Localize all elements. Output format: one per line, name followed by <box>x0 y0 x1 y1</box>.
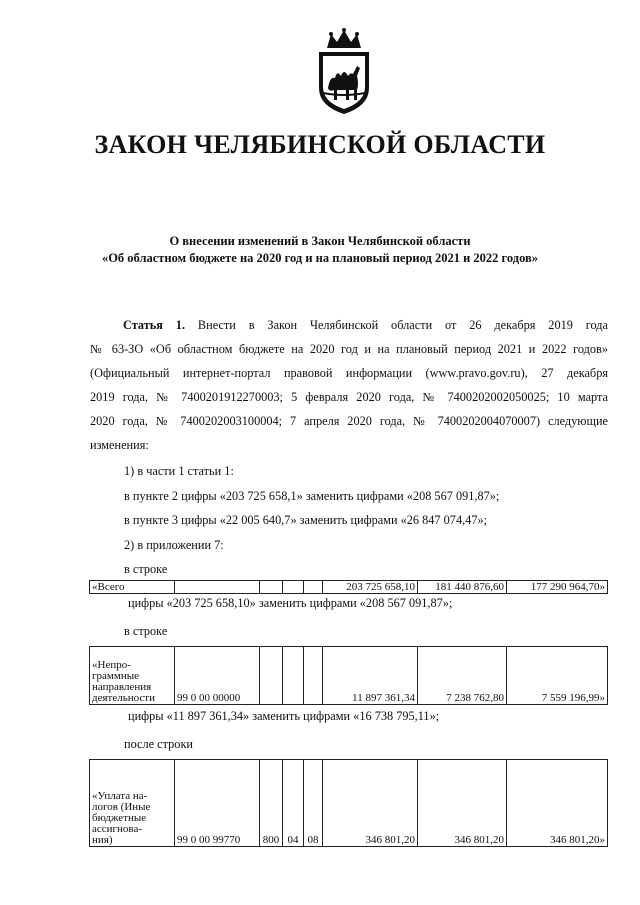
cell-value-2020: 203 725 658,10 <box>323 581 418 594</box>
table-tax <box>89 759 608 847</box>
cell-subsection: 08 <box>304 760 323 847</box>
cell-value-2021: 181 440 876,60 <box>418 581 507 594</box>
article-label: Статья 1. <box>123 318 186 332</box>
cell-value-2020: 11 897 361,34 <box>323 647 418 705</box>
table-row <box>90 647 608 705</box>
after-program-text: цифры «11 897 361,34» заменить цифрами «16 738 795,11»; <box>128 709 440 723</box>
after-row-text: после строки <box>124 737 193 751</box>
cell-value-2021: 7 238 762,80 <box>418 647 507 705</box>
cell-label: «Уплата на- логов (Иные бюджетные ассигнова- ния) <box>90 760 175 847</box>
article-line-6: изменения: <box>90 438 149 452</box>
cell-value-2022: 177 290 964,70» <box>507 581 608 594</box>
article-line-3: (Официальный интернет-портал правовой информации (www.pravo.gov.ru), 27 декабря <box>90 366 608 380</box>
law-title: ЗАКОН ЧЕЛЯБИНСКОЙ ОБЛАСТИ <box>94 130 546 159</box>
cell-value-2021: 346 801,20 <box>418 760 507 847</box>
table-total <box>89 580 608 594</box>
cell-code: 99 0 00 00000 <box>175 647 260 705</box>
cell-value-2022: 7 559 196,99» <box>507 647 608 705</box>
article-line-2: № 63-ЗО «Об областном бюджете на 2020 год и на плановый период 2021 и 2022 годов» <box>90 342 608 356</box>
cell-expense-type: 800 <box>260 760 283 847</box>
item-in-row: в строке <box>124 562 168 576</box>
cell-label: «Непро- граммные направления деятельности <box>90 647 175 705</box>
article-line-5: 2020 года, № 7400202003100004; 7 апреля 2020 года, № 7400202004070007) следующие <box>90 414 608 428</box>
after-total-text: цифры «203 725 658,10» заменить цифрами «208 567 091,87»; <box>128 596 453 610</box>
article-line-1: Внести в Закон Челябинской области от 26 декабря 2019 года <box>197 318 609 332</box>
article-first-line <box>123 318 608 333</box>
cell-label: «Всего <box>90 581 175 594</box>
item-point3: в пункте 3 цифры «22 005 640,7» заменить цифрами «26 847 074,47»; <box>124 513 488 527</box>
coat-of-arms-icon <box>313 26 375 116</box>
subject-line-2: «Об областном бюджете на 2020 год и на плановый период 2021 и 2022 годов» <box>101 251 539 265</box>
table-row <box>90 760 608 847</box>
cell-value-2022: 346 801,20» <box>507 760 608 847</box>
item-part1: 1) в части 1 статьи 1: <box>124 464 234 478</box>
item-appendix7: 2) в приложении 7: <box>124 538 224 552</box>
item-point2: в пункте 2 цифры «203 725 658,1» заменить цифрами «208 567 091,87»; <box>124 489 500 503</box>
cell-value-2020: 346 801,20 <box>323 760 418 847</box>
subject-line-1: О внесении изменений в Закон Челябинской области <box>169 234 471 248</box>
in-row-text: в строке <box>124 624 168 638</box>
article-line-4: 2019 года, № 7400201912270003; 5 февраля 2020 года, № 7400202002050025; 10 марта <box>90 390 608 404</box>
table-row <box>90 581 608 594</box>
table-program <box>89 646 608 705</box>
cell-section: 04 <box>283 760 304 847</box>
cell-code: 99 0 00 99770 <box>175 760 260 847</box>
